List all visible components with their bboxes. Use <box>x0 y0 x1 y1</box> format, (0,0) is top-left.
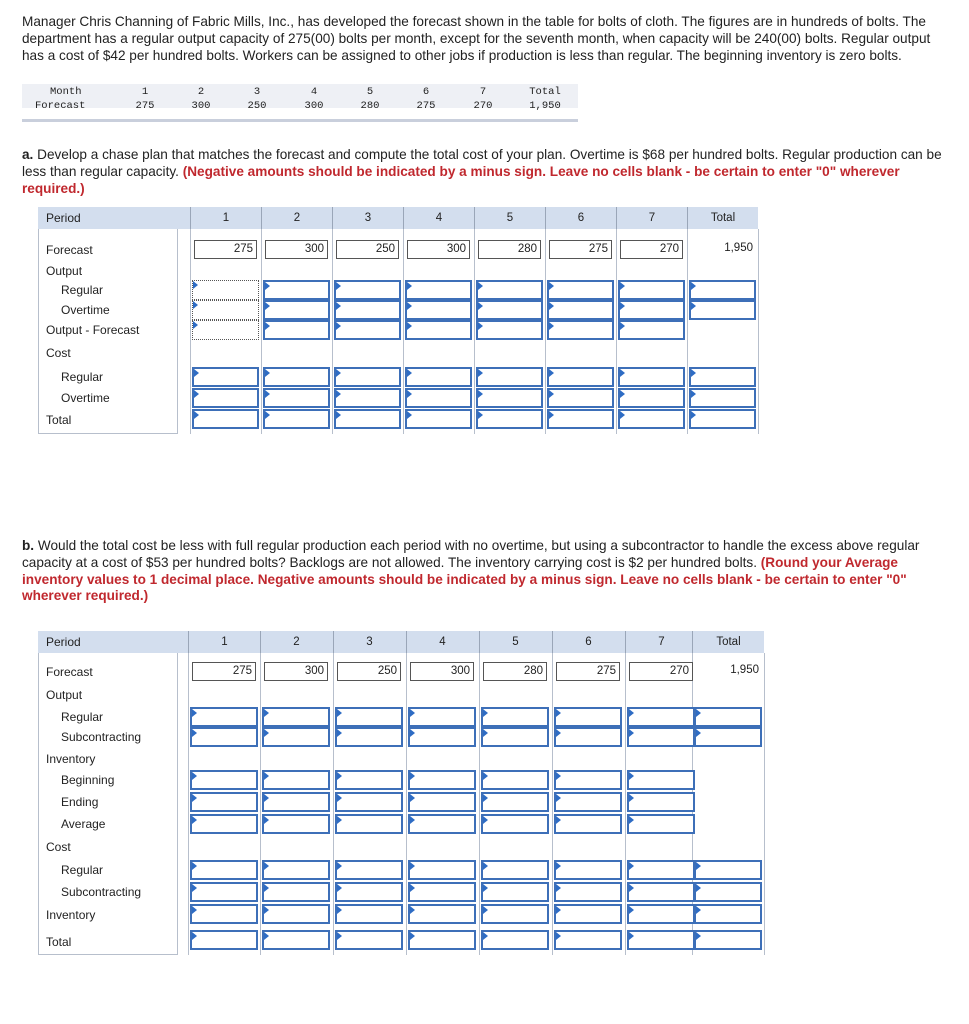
regular-output-input-total[interactable] <box>689 280 756 300</box>
column-divider <box>552 653 553 955</box>
beginning-inventory-input-period-4[interactable] <box>408 770 476 790</box>
regular-cost-input-period-1[interactable] <box>190 860 258 880</box>
regular-cost-input-period-4[interactable] <box>408 860 476 880</box>
regular-output-input-period-7[interactable] <box>618 280 685 300</box>
overtime-output-input-period-4[interactable] <box>405 300 472 320</box>
period-header-6: 6 <box>552 631 624 653</box>
output-minus-forecast-input-period-4[interactable] <box>405 320 472 340</box>
subcontracting-output-input-period-6[interactable] <box>554 727 622 747</box>
forecast-cell-period-2: 300 <box>265 240 328 259</box>
subcontracting-output-input-period-3[interactable] <box>335 727 403 747</box>
regular-output-input-period-4[interactable] <box>408 707 476 727</box>
regular-cost-input-period-3[interactable] <box>335 860 403 880</box>
beginning-inventory-input-period-5[interactable] <box>481 770 549 790</box>
period-header-5: 5 <box>474 207 545 229</box>
part-b-prompt: b. Would the total cost be less with full regular production each period with no overtime, but using a subcontractor to handle the excess above regular capacity at a cost of $53 per hundred bolts? Backlogs are not allowed. The inventory carrying cost is $2 per hundred bolts. (Round your Average inventory values to 1 decimal place. Negative amounts should be indicated by a minus sign. Leave no cells blank - be certain to enter "0" wherever required.) <box>22 538 920 604</box>
forecast-cell-period-5: 280 <box>483 662 547 681</box>
output-minus-forecast-input-period-6[interactable] <box>547 320 614 340</box>
period-header-4: 4 <box>403 207 474 229</box>
regular-output-input-period-2[interactable] <box>263 280 330 300</box>
column-divider <box>190 229 191 434</box>
forecast-month-5: 5 <box>366 86 374 98</box>
total-cost-input-period-3[interactable] <box>334 409 401 429</box>
forecast-cell-period-4: 300 <box>407 240 470 259</box>
regular-cost-input-total[interactable] <box>689 367 756 387</box>
problem-intro: Manager Chris Channing of Fabric Mills, Inc., has developed the forecast shown in the table for bolts of cloth. The figures are in hundreds of bolts. The department has a regular output capacity of 275(00) bolts per month, except for the seventh month, when capacity will be 240(00) bolts. Regular output has a cost of $42 per hundred bolts. Workers can be assigned to other jobs if production is less than regular. The beginning inventory is zero bolts. <box>22 14 931 63</box>
row-label-subcontracting: Subcontracting <box>61 885 142 899</box>
inventory-cost-input-period-5[interactable] <box>481 904 549 924</box>
forecast-value-7: 270 <box>473 100 493 112</box>
inventory-cost-input-period-6[interactable] <box>554 904 622 924</box>
row-label-output: Output <box>46 688 83 702</box>
row-label-subcontracting: Subcontracting <box>61 730 142 744</box>
ending-inventory-input-period-3[interactable] <box>335 792 403 812</box>
subcontracting-cost-input-period-6[interactable] <box>554 882 622 902</box>
overtime-output-input-period-3[interactable] <box>334 300 401 320</box>
beginning-inventory-input-period-3[interactable] <box>335 770 403 790</box>
regular-output-input-period-5[interactable] <box>481 707 549 727</box>
overtime-cost-input-total[interactable] <box>689 388 756 408</box>
overtime-output-input-period-6[interactable] <box>547 300 614 320</box>
subcontracting-cost-input-period-5[interactable] <box>481 882 549 902</box>
average-inventory-input-period-6[interactable] <box>554 814 622 834</box>
regular-output-input-period-7[interactable] <box>627 707 695 727</box>
overtime-cost-input-period-1[interactable] <box>192 388 259 408</box>
regular-cost-input-period-3[interactable] <box>334 367 401 387</box>
row-label-forecast: Forecast <box>46 665 93 679</box>
overtime-cost-input-period-7[interactable] <box>618 388 685 408</box>
ending-inventory-input-period-5[interactable] <box>481 792 549 812</box>
forecast-label: Forecast <box>35 100 86 112</box>
forecast-value-3: 250 <box>247 100 267 112</box>
period-header-6: 6 <box>545 207 616 229</box>
forecast-month-2: 2 <box>197 86 205 98</box>
column-divider <box>332 229 333 434</box>
column-divider <box>474 229 475 434</box>
period-header-4: 4 <box>406 631 478 653</box>
forecast-cell-period-3: 250 <box>336 240 399 259</box>
total-header: Total <box>692 631 764 653</box>
total-cost-input-period-2[interactable] <box>262 930 330 950</box>
period-header-7: 7 <box>625 631 697 653</box>
period-header-1: 1 <box>188 631 260 653</box>
forecast-cell-period-3: 250 <box>337 662 401 681</box>
overtime-cost-input-period-3[interactable] <box>334 388 401 408</box>
average-inventory-input-period-4[interactable] <box>408 814 476 834</box>
column-divider <box>479 653 480 955</box>
total-cost-input-period-4[interactable] <box>405 409 472 429</box>
part-a-prompt: a. Develop a chase plan that matches the forecast and compute the total cost of your plan. Overtime is $68 per hundred bolts. Regular production can be less than regular capacity. (Negative amounts should be indicated by a minus sign. Leave no cells blank - be certain to enter "0" wherever required.) <box>22 147 942 196</box>
forecast-cell-period-6: 275 <box>556 662 620 681</box>
overtime-output-input-period-5[interactable] <box>476 300 543 320</box>
forecast-month-8: Total <box>529 86 561 98</box>
column-divider <box>188 653 189 955</box>
period-header: Period <box>46 211 81 225</box>
column-divider <box>260 653 261 955</box>
total-cost-input-total[interactable] <box>689 409 756 429</box>
ending-inventory-input-period-2[interactable] <box>262 792 330 812</box>
column-divider <box>261 229 262 434</box>
row-label-total: Total <box>46 413 72 427</box>
average-inventory-input-period-2[interactable] <box>262 814 330 834</box>
row-label-inventory: Inventory <box>46 752 96 766</box>
overtime-output-input-period-2[interactable] <box>263 300 330 320</box>
forecast-cell-period-1: 275 <box>194 240 257 259</box>
column-divider <box>616 229 617 434</box>
average-inventory-input-period-1[interactable] <box>190 814 258 834</box>
regular-cost-input-period-2[interactable] <box>263 367 330 387</box>
regular-output-input-period-6[interactable] <box>547 280 614 300</box>
regular-cost-input-period-7[interactable] <box>627 860 695 880</box>
subcontracting-cost-input-period-1[interactable] <box>190 882 258 902</box>
regular-cost-input-period-2[interactable] <box>262 860 330 880</box>
output-minus-forecast-input-period-3[interactable] <box>334 320 401 340</box>
subcontracting-cost-input-period-2[interactable] <box>262 882 330 902</box>
regular-output-input-period-2[interactable] <box>262 707 330 727</box>
average-inventory-input-period-5[interactable] <box>481 814 549 834</box>
total-cost-input-period-1[interactable] <box>192 409 259 429</box>
forecast-month-7: 7 <box>479 86 487 98</box>
overtime-cost-input-period-4[interactable] <box>405 388 472 408</box>
row-label-regular: Regular <box>61 370 104 384</box>
row-label-cost: Cost <box>46 346 71 360</box>
inventory-cost-input-period-1[interactable] <box>190 904 258 924</box>
regular-output-input-total[interactable] <box>694 707 762 727</box>
average-inventory-input-period-3[interactable] <box>335 814 403 834</box>
column-divider <box>758 229 759 434</box>
subcontracting-output-input-period-5[interactable] <box>481 727 549 747</box>
ending-inventory-input-period-4[interactable] <box>408 792 476 812</box>
row-label-regular: Regular <box>61 863 104 877</box>
regular-cost-input-period-6[interactable] <box>547 367 614 387</box>
row-label-average: Average <box>61 817 106 831</box>
output-minus-forecast-input-period-2[interactable] <box>263 320 330 340</box>
forecast-value-8: 1,950 <box>529 100 561 112</box>
total-cost-input-period-2[interactable] <box>263 409 330 429</box>
regular-cost-input-period-7[interactable] <box>618 367 685 387</box>
period-header-1: 1 <box>190 207 261 229</box>
period-header-3: 3 <box>332 207 403 229</box>
regular-cost-input-period-6[interactable] <box>554 860 622 880</box>
column-divider <box>545 229 546 434</box>
overtime-cost-input-period-6[interactable] <box>547 388 614 408</box>
inventory-cost-input-period-4[interactable] <box>408 904 476 924</box>
total-cost-input-period-5[interactable] <box>481 930 549 950</box>
row-label-beginning: Beginning <box>61 773 115 787</box>
forecast-table-rule <box>22 119 578 122</box>
ending-inventory-input-period-1[interactable] <box>190 792 258 812</box>
regular-output-input-period-3[interactable] <box>334 280 401 300</box>
forecast-cell-period-4: 300 <box>410 662 474 681</box>
regular-cost-input-period-5[interactable] <box>481 860 549 880</box>
beginning-inventory-input-period-6[interactable] <box>554 770 622 790</box>
inventory-cost-input-total[interactable] <box>694 904 762 924</box>
subcontracting-output-input-period-4[interactable] <box>408 727 476 747</box>
subcontracting-output-input-period-7[interactable] <box>627 727 695 747</box>
period-header-3: 3 <box>333 631 405 653</box>
month-label: Month <box>50 86 82 98</box>
subcontracting-cost-input-total[interactable] <box>694 882 762 902</box>
average-inventory-input-period-7[interactable] <box>627 814 695 834</box>
forecast-cell-period-1: 275 <box>192 662 256 681</box>
row-label-overtime: Overtime <box>61 391 110 405</box>
forecast-cell-period-6: 275 <box>549 240 612 259</box>
column-divider <box>625 653 626 955</box>
overtime-output-input-period-1[interactable] <box>192 300 259 320</box>
row-label-regular: Regular <box>61 283 104 297</box>
output-minus-forecast-input-period-7[interactable] <box>618 320 685 340</box>
inventory-cost-input-period-3[interactable] <box>335 904 403 924</box>
beginning-inventory-input-period-2[interactable] <box>262 770 330 790</box>
total-cost-input-period-5[interactable] <box>476 409 543 429</box>
row-label-ending: Ending <box>61 795 99 809</box>
forecast-value-2: 300 <box>191 100 211 112</box>
total-cost-input-period-7[interactable] <box>618 409 685 429</box>
period-header-2: 2 <box>260 631 332 653</box>
period-header-7: 7 <box>616 207 687 229</box>
beginning-inventory-input-period-1[interactable] <box>190 770 258 790</box>
forecast-cell-period-7: 270 <box>620 240 683 259</box>
ending-inventory-input-period-6[interactable] <box>554 792 622 812</box>
forecast-month-3: 3 <box>253 86 261 98</box>
total-cost-input-period-7[interactable] <box>627 930 695 950</box>
row-label-inventory: Inventory <box>46 908 96 922</box>
period-header-2: 2 <box>261 207 332 229</box>
forecast-month-4: 4 <box>310 86 318 98</box>
inventory-cost-input-period-2[interactable] <box>262 904 330 924</box>
inventory-cost-input-period-7[interactable] <box>627 904 695 924</box>
total-cost-input-period-6[interactable] <box>547 409 614 429</box>
regular-output-input-period-3[interactable] <box>335 707 403 727</box>
period-header: Period <box>46 635 81 649</box>
total-cost-input-period-3[interactable] <box>335 930 403 950</box>
period-header-5: 5 <box>479 631 551 653</box>
subcontracting-output-input-period-1[interactable] <box>190 727 258 747</box>
row-label-output: Output <box>46 264 83 278</box>
row-label-output-forecast: Output - Forecast <box>46 323 140 337</box>
forecast-cell-total: 1,950 <box>696 662 762 681</box>
ending-inventory-input-period-7[interactable] <box>627 792 695 812</box>
row-label-forecast: Forecast <box>46 243 93 257</box>
column-divider <box>403 229 404 434</box>
forecast-value-5: 280 <box>360 100 380 112</box>
regular-output-input-period-1[interactable] <box>190 707 258 727</box>
regular-output-input-period-1[interactable] <box>192 280 259 300</box>
forecast-value-1: 275 <box>135 100 155 112</box>
forecast-month-6: 6 <box>422 86 430 98</box>
column-divider <box>333 653 334 955</box>
total-cost-input-period-1[interactable] <box>190 930 258 950</box>
overtime-output-input-period-7[interactable] <box>618 300 685 320</box>
row-label-total: Total <box>46 935 72 949</box>
regular-cost-input-period-4[interactable] <box>405 367 472 387</box>
column-divider <box>687 229 688 434</box>
subcontracting-cost-input-period-4[interactable] <box>408 882 476 902</box>
column-divider <box>406 653 407 955</box>
regular-cost-input-period-5[interactable] <box>476 367 543 387</box>
total-header: Total <box>687 207 758 229</box>
subcontracting-output-input-period-2[interactable] <box>262 727 330 747</box>
subcontracting-output-input-total[interactable] <box>694 727 762 747</box>
row-label-regular: Regular <box>61 710 104 724</box>
output-minus-forecast-input-period-1[interactable] <box>192 320 259 340</box>
column-divider <box>764 653 765 955</box>
regular-output-input-period-4[interactable] <box>405 280 472 300</box>
subcontracting-cost-input-period-3[interactable] <box>335 882 403 902</box>
forecast-cell-period-2: 300 <box>264 662 328 681</box>
forecast-cell-period-5: 280 <box>478 240 541 259</box>
total-cost-input-total[interactable] <box>694 930 762 950</box>
overtime-cost-input-period-2[interactable] <box>263 388 330 408</box>
total-cost-input-period-4[interactable] <box>408 930 476 950</box>
output-minus-forecast-input-period-5[interactable] <box>476 320 543 340</box>
row-label-cost: Cost <box>46 840 71 854</box>
overtime-cost-input-period-5[interactable] <box>476 388 543 408</box>
subcontracting-cost-input-period-7[interactable] <box>627 882 695 902</box>
regular-output-input-period-6[interactable] <box>554 707 622 727</box>
forecast-value-6: 275 <box>416 100 436 112</box>
overtime-output-input-total[interactable] <box>689 300 756 320</box>
forecast-value-4: 300 <box>304 100 324 112</box>
forecast-cell-period-7: 270 <box>629 662 693 681</box>
forecast-cell-total: 1,950 <box>691 240 756 259</box>
beginning-inventory-input-period-7[interactable] <box>627 770 695 790</box>
forecast-month-1: 1 <box>141 86 149 98</box>
regular-cost-input-total[interactable] <box>694 860 762 880</box>
row-label-overtime: Overtime <box>61 303 110 317</box>
regular-cost-input-period-1[interactable] <box>192 367 259 387</box>
total-cost-input-period-6[interactable] <box>554 930 622 950</box>
regular-output-input-period-5[interactable] <box>476 280 543 300</box>
